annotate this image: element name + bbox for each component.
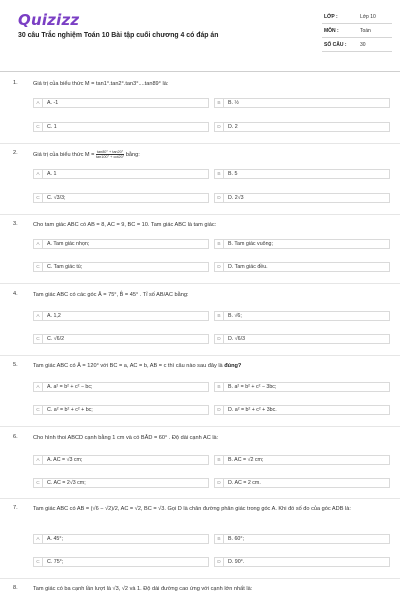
option-text: A. AC = √3 cm; — [47, 457, 83, 463]
option-letter: C — [34, 334, 43, 344]
option-text: C. 1 — [47, 124, 57, 130]
question-divider — [0, 214, 400, 215]
option-letter: D — [215, 262, 224, 272]
option-text: B. 60°; — [228, 536, 244, 542]
question-divider — [0, 498, 400, 499]
answer-option[interactable] — [214, 239, 390, 249]
answer-option[interactable] — [33, 382, 209, 392]
question-text-after: bằng: — [125, 151, 140, 158]
meta-label: LỚP : — [324, 13, 338, 20]
option-letter: B — [215, 169, 224, 179]
option-text: C. Tam giác tù; — [47, 264, 83, 270]
answer-option[interactable] — [33, 455, 209, 465]
option-text: D. 2 — [228, 124, 238, 130]
option-letter: A — [34, 382, 43, 392]
question-number: 5. — [13, 362, 18, 368]
option-letter: B — [215, 455, 224, 465]
meta-row-count — [322, 38, 392, 52]
meta-row-class — [322, 10, 392, 24]
answer-option[interactable] — [33, 534, 209, 544]
option-text: A. a² = b² + c² − bc; — [47, 384, 93, 390]
question-text: Tam giác có ba cạnh lần lượt là √3, √2 và 1. Độ dài đường cao ứng với cạnh lớn nhất là: — [33, 586, 253, 592]
option-text: C. √6/2 — [47, 336, 65, 342]
option-text: B. √6; — [228, 313, 242, 319]
option-letter: D — [215, 557, 224, 567]
option-text: C. 75°; — [47, 559, 64, 565]
option-letter: B — [215, 382, 224, 392]
question-text — [33, 362, 388, 370]
answer-option[interactable] — [33, 239, 209, 249]
question-text-bold: đúng? — [224, 363, 242, 369]
option-letter: A — [34, 311, 43, 321]
option-letter: B — [215, 98, 224, 108]
option-text: D. AC = 2 cm. — [228, 480, 261, 486]
answer-option[interactable] — [214, 334, 390, 344]
option-text: A. 45°; — [47, 536, 63, 542]
quizizz-logo: Quizizz — [18, 11, 80, 29]
option-letter: B — [215, 311, 224, 321]
option-text: C. √3/3; — [47, 195, 66, 201]
option-text: B. ½ — [228, 100, 239, 106]
option-letter: B — [215, 534, 224, 544]
answer-option[interactable] — [214, 455, 390, 465]
header — [0, 0, 400, 72]
question-number: 8. — [13, 585, 18, 591]
option-letter: C — [34, 193, 43, 203]
answer-option[interactable] — [33, 478, 209, 488]
question-divider — [0, 426, 400, 427]
answer-option[interactable] — [214, 478, 390, 488]
question-number: 4. — [13, 291, 18, 297]
option-text: C. a² = b² + c² + bc; — [47, 407, 93, 413]
question-text-main: Tam giác ABC có Â = 120° với BC = a, AC = b, AB = c thì câu nào sau đây là — [33, 363, 223, 369]
option-text: A. Tam giác nhọn; — [47, 241, 90, 247]
option-text: D. a² = b² + c² + 3bc. — [228, 407, 277, 413]
option-text: A. 1,2 — [47, 313, 61, 319]
option-letter: C — [34, 557, 43, 567]
question-number: 6. — [13, 434, 18, 440]
option-text: D. 2√3 — [228, 195, 244, 201]
fraction-numerator: tan80° + tan20° — [96, 150, 124, 154]
answer-option[interactable] — [214, 534, 390, 544]
answer-option[interactable] — [214, 557, 390, 567]
option-letter: D — [215, 193, 224, 203]
option-letter: A — [34, 98, 43, 108]
answer-option[interactable] — [33, 334, 209, 344]
answer-option[interactable] — [214, 382, 390, 392]
option-letter: D — [215, 478, 224, 488]
answer-option[interactable] — [33, 405, 209, 415]
meta-value: Lớp 10 — [360, 13, 376, 20]
option-letter: A — [34, 455, 43, 465]
option-letter: A — [34, 534, 43, 544]
question-number: 3. — [13, 221, 18, 227]
question-divider — [0, 578, 400, 579]
option-letter: D — [215, 405, 224, 415]
option-text: D. 90°. — [228, 559, 245, 565]
answer-option[interactable] — [33, 262, 209, 272]
question-text: Tam giác ABC có các góc Â = 75°, B̂ = 45° . Tỉ số AB/AC bằng: — [33, 292, 189, 298]
meta-value: Toán — [360, 27, 371, 34]
option-text: C. AC = 2√3 cm; — [47, 480, 86, 486]
fraction-denominator: tan100° + cot20° — [95, 155, 125, 159]
option-letter: C — [34, 405, 43, 415]
question-number: 2. — [13, 150, 18, 156]
question-number: 1. — [13, 80, 18, 86]
answer-option[interactable] — [33, 169, 209, 179]
question-text: Cho hình thoi ABCD cạnh bằng 1 cm và có BÂD = 60° . Độ dài cạnh AC là: — [33, 435, 219, 441]
question-text-before: Giá trị của biểu thức M = — [33, 151, 95, 158]
option-letter: B — [215, 239, 224, 249]
option-letter: A — [34, 169, 43, 179]
answer-option[interactable] — [33, 98, 209, 108]
header-divider — [0, 71, 400, 72]
question-divider — [0, 143, 400, 144]
option-text: B. AC = √2 cm; — [228, 457, 264, 463]
question-text: Cho tam giác ABC có AB = 8, AC = 9, BC = 10. Tam giác ABC là tam giác: — [33, 222, 217, 228]
option-text: D. √6/3 — [228, 336, 246, 342]
meta-label: SỐ CÂU : — [324, 41, 347, 48]
meta-value: 30 — [360, 41, 366, 48]
question-number: 7. — [13, 505, 18, 511]
option-letter: C — [34, 122, 43, 132]
document-title: 30 câu Trắc nghiệm Toán 10 Bài tập cuối chương 4 có đáp án — [18, 32, 219, 39]
question-text: Tam giác ABC có AB = (√6 − √2)/2, AC = √2, BC = √3. Gọi D là chân đường phân giác trong góc A. Khi đó số đo của góc ADB là: — [33, 506, 351, 512]
option-text: D. Tam giác đều. — [228, 264, 268, 270]
meta-row-subject — [322, 24, 392, 38]
option-text: B. a² = b² + c² − 3bc; — [228, 384, 277, 390]
answer-option[interactable] — [214, 98, 390, 108]
answer-option[interactable] — [214, 262, 390, 272]
answer-option[interactable] — [214, 311, 390, 321]
question-text — [33, 150, 388, 159]
answer-option[interactable] — [214, 169, 390, 179]
option-text: A. -1 — [47, 100, 59, 106]
question-divider — [0, 283, 400, 284]
option-letter: D — [215, 334, 224, 344]
answer-option[interactable] — [214, 122, 390, 132]
answer-option[interactable] — [214, 193, 390, 203]
meta-box — [322, 10, 392, 52]
option-letter: A — [34, 239, 43, 249]
option-text: B. Tam giác vuông; — [228, 241, 273, 247]
fraction — [96, 150, 124, 159]
option-text: B. 5 — [228, 171, 238, 177]
option-letter: C — [34, 478, 43, 488]
option-letter: D — [215, 122, 224, 132]
answer-option[interactable] — [214, 405, 390, 415]
question-text: Giá trị của biểu thức M = tan1°.tan2°.tan3°....tan89° là: — [33, 81, 169, 87]
option-letter: C — [34, 262, 43, 272]
option-text: A. 1 — [47, 171, 57, 177]
answer-option[interactable] — [33, 557, 209, 567]
answer-option[interactable] — [33, 311, 209, 321]
question-divider — [0, 355, 400, 356]
answer-option[interactable] — [33, 193, 209, 203]
answer-option[interactable] — [33, 122, 209, 132]
meta-label: MÔN : — [324, 27, 339, 34]
